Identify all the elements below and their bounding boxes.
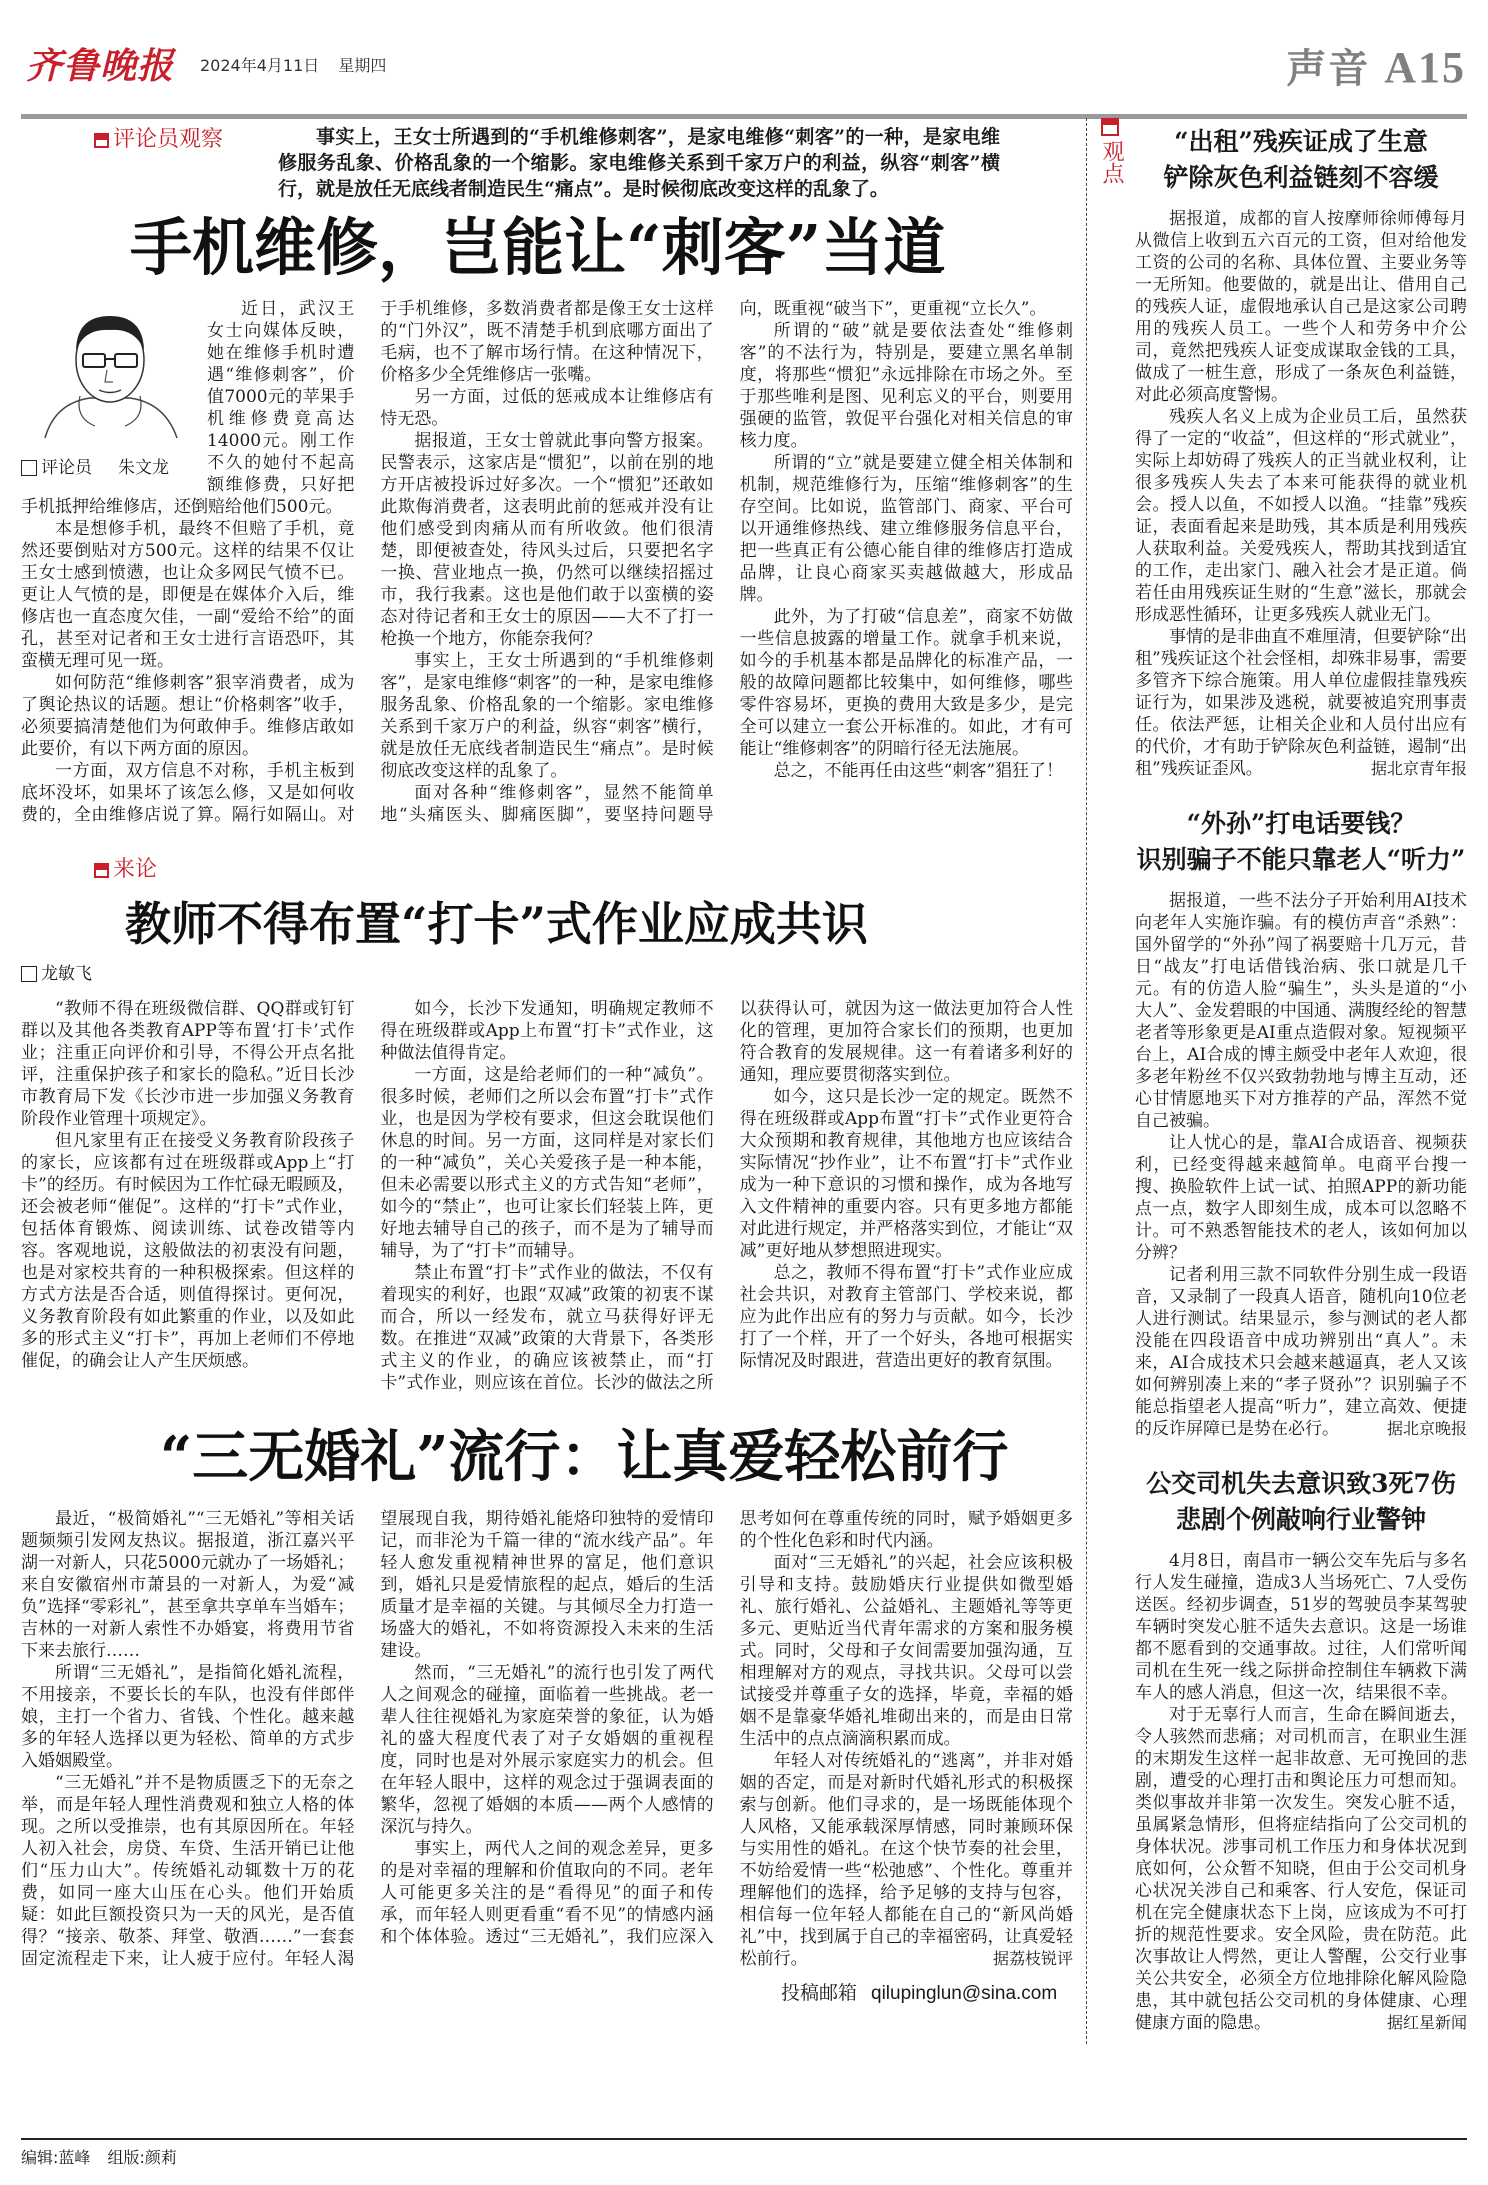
paragraph (380, 998, 713, 1064)
headline-line: 公交司机失去意识致3死7伤 (1146, 1469, 1456, 1498)
author-name: 朱文龙 (118, 458, 169, 478)
headline-line: “外孙”打电话要钱？ (1186, 809, 1416, 838)
paragraph (740, 1086, 1073, 1262)
sidebar-article-body (1135, 890, 1467, 1440)
page-number: A15 (1384, 43, 1466, 92)
article-top-row (21, 124, 1073, 202)
headline-line: 悲剧个例敲响行业警钟 (1175, 1505, 1426, 1534)
paragraph-text: 事实上，两代人之间的观念差异，更多的是对幸福的理解和价值取向的不同。老年人可能更多关注的是“看得见”的面子和传承，而年轻人则更看重“看不见”的情感内涵和个体体验。透过“三无婚礼”，我们应深入思考如何在尊重传统的同时，赋予婚姻更多的个性化色彩和时代内涵。 (380, 1509, 1073, 1947)
paragraph (1135, 1264, 1467, 1440)
paragraph (1135, 890, 1467, 1132)
date-text: 2024年4月11日 (200, 56, 320, 75)
paragraph (1135, 626, 1467, 780)
paragraph-text: 所谓的“立”就是要建立健全相关体制和机制，规范维修行为，压缩“维修刺客”的生存空间。比如说，监管部门、商家、平台可以开通维修热线、建立维修服务信息平台，把一些真正有公德心能自律的维修店打造成品牌，让良心商家买卖越做越大，形成品牌。 (739, 453, 1073, 605)
paragraph-text: 最近，“极简婚礼”“三无婚礼”等相关话题频频引发网友热议。据报道，浙江嘉兴平湖一对新人，只花5000元就办了一场婚礼；来自安徽宿州市萧县的一对新人，为爱“减负”选择“零彩礼”，甚至拿共享单车当婚车；吉林的一对新人索性不办婚宴，将费用节省下来去旅行…… (21, 1509, 355, 1661)
paragraph-text: 所谓“三无婚礼”，是指简化婚礼流程，不用接亲，不要长长的车队，也没有伴郎伴娘，主打一个省力、省钱、个性化。越来越多的年轻人选择以更为轻松、简单的方式步入婚姻殿堂。 (21, 1663, 355, 1771)
headline-line: 识别骗子不能只靠老人“听力” (1136, 845, 1466, 874)
main-articles (21, 124, 1073, 2007)
author-byline (21, 458, 169, 478)
tag-label: 观点 (1099, 140, 1124, 184)
headline-line: 铲除灰色利益链刻不容缓 (1163, 163, 1439, 192)
paragraph-text: 近日，武汉王女士向媒体反映，她在维修手机时遭遇“维修刺客”，价值7000元的苹果手机维修费竟高达14000元。刚工作不久的她付不起高额维修费，只好把手机抵押给维修店，还倒赔给他们500元。 (21, 299, 355, 517)
column-tag-commentator (21, 126, 224, 154)
author-byline (21, 964, 1073, 984)
tag-box-icon (94, 863, 109, 878)
paragraph (740, 1750, 1073, 1970)
article-source: 据北京晚报 (1386, 1419, 1467, 1438)
paragraph (1135, 1132, 1467, 1264)
paragraph (21, 1130, 354, 1372)
paragraph (21, 518, 354, 672)
paragraph (380, 1662, 713, 1838)
paragraph-text: 如今，长沙下发通知，明确规定教师不得在班级群或App上布置“打卡”式作业，这种做法值得肯定。 (380, 999, 714, 1063)
article-headline: “三无婚礼”流行：让真爱轻松前行 (160, 1424, 1009, 1490)
editor-credit: 编辑:蓝峰 (21, 2148, 91, 2167)
column-tag-guest (94, 856, 1073, 884)
paragraph (380, 430, 713, 650)
sidebar-article-body (1135, 208, 1467, 780)
paragraph-text: “三无婚礼”并不是物质匮乏下的无奈之举，而是年轻人理性消费观和独立人格的体现。之所以受推崇，也有其原因所在。年轻人初入社会，房贷、车贷、生活开销已让他们“压力山大”。传统婚礼动辄数十万的花费，如同一座大山压在心头。他们开始质疑：如此巨额投资只为一天的风光，是否值得？“接亲、敬茶、拜堂、敬酒……”一套套固定流程走下来，让人疲于应付。年轻人渴望展现自我，期待婚礼能烙印独特的爱情印记，而非沦为千篇一律的“流水线产品”。年轻人愈发重视精神世界的富足，他们意识到，婚礼只是爱情旅程的起点，婚后的生活质量才是幸福的关键。与其倾尽全力打造一场盛大的婚礼，不如将资源投入未来的生活建设。 (21, 1509, 714, 1969)
sidebar-article-body (1135, 1550, 1467, 2034)
section-header (1286, 40, 1466, 97)
headline-line: “出租”残疾证成了生意 (1174, 127, 1428, 156)
paragraph-text: 如何防范“维修刺客”狠宰消费者，成为了舆论热议的话题。想让“价格刺客”收手，必须要搞清楚他们为何敢伸手。维修店敢如此要价，有以下两方面的原因。 (21, 673, 355, 759)
paragraph (740, 452, 1073, 606)
submission-label: 投稿邮箱 (781, 1982, 858, 2004)
paragraph (380, 386, 713, 430)
paragraph (740, 606, 1073, 760)
email-address[interactable]: qilupinglun@sina.com (871, 1983, 1058, 2004)
layout-credit: 组版:颜莉 (107, 2148, 177, 2167)
newspaper-logo: 齐鲁晚报 (26, 45, 175, 87)
page-credits (21, 2148, 189, 2168)
paragraph-text: 据报道，王女士曾就此事向警方报案。民警表示，这家店是“惯犯”，以前在别的地方开店被投诉过好多次。一个“惯犯”还敢如此欺侮消费者，这表明此前的惩戒并没有让他们感受到肉痛从而有所收敛。他们很清楚，即便被查处，待风头过后，只要把名字一换、营业地点一换，仍然可以继续招摇过市，我行我素。这也是他们敢于以蛮横的姿态对待记者和王女士的原因——大不了打一枪换一个地方，你能奈我何？ (380, 431, 714, 649)
paragraph-text: 残疾人名义上成为企业员工后，虽然获得了一定的“收益”，但这样的“形式就业”，实际上却妨碍了残疾人的正当就业权利，让很多残疾人失去了本来可能获得的就业机会。授人以鱼，不如授人以渔。“挂靠”残疾证，表面看起来是助残，其本质是利用残疾人获取利益。关爱残疾人，帮助其找到适宜的工作，走出家门、融入社会才是正道。倘若任由用残疾证生财的“生意”滋长，那就会形成恶性循环，让更多残疾人就业无门。 (1135, 407, 1467, 625)
paragraph-text: 一方面，双方信息不对称，手机主板到底坏没坏，如果坏了该怎么修，又是如何收费的，全由维修店说了算。隔行如隔山。对于手机维修，多数消费者都是像王女士这样的“门外汉”，既不清楚手机到底哪方面出了毛病，也不了解市场行情。在这种情况下，价格多少全凭维修店一张嘴。 (21, 299, 714, 825)
paragraph-text: 事情的是非曲直不难厘清，但要铲除“出租”残疾证这个社会怪相，却殊非易事，需要多管齐下综合施策。用人单位虚假挂靠残疾证行为，如果涉及逃税，就要被追究刑事责任。依法严惩，让相关企业和人员付出应有的代价，才有助于铲除灰色利益链，遏制“出租”残疾证歪风。 (1135, 627, 1467, 779)
article-headline: 手机维修，岂能让“刺客”当道 (130, 211, 946, 284)
article-headline: 教师不得布置“打卡”式作业应成共识 (125, 897, 868, 951)
paragraph-text: 但凡家里有正在接受义务教育阶段孩子的家长，应该都有过在班级群或App上“打卡”的经历。有时候因为工作忙碌无暇顾及，还会被老师“催促”。这样的“打卡”式作业，包括体育锻炼、阅读训练、试卷改错等内容。客观地说，这般做法的初衷没有问题，也是对家校共育的一种积极探索。但这样的方式方法是否合适，则值得探讨。更何况，义务教育阶段有如此繁重的作业，以及如此多的形式主义“打卡”，再加上老师们不停地催促，的确会让人产生厌烦感。 (21, 1131, 355, 1371)
article-source: 据红星新闻 (1386, 2013, 1467, 2032)
byline-box-icon (21, 966, 37, 982)
paragraph-text: 如今，这只是长沙一定的规定。既然不得在班级群或App布置“打卡”式作业更符合大众预期和教育规律，其他地方也应该结合实际情况“抄作业”，让不布置“打卡”式作业成为一种下意识的习惯和操作，成为各地写入文件精神的重要内容。只有更多地方都能对此进行规定，并严格落实到位，才能让“双减”更好地从梦想照进现实。 (739, 1087, 1073, 1261)
paragraph (21, 998, 354, 1130)
article-body (21, 298, 1073, 826)
paragraph (740, 1552, 1073, 1750)
weekday-text: 星期四 (338, 56, 387, 75)
paragraph-text: 让人忧心的是，靠AI合成语音、视频获利，已经变得越来越简单。电商平台搜一搜、换脸软件上试一试、拍照APP的新功能点一点，数字人即刻生成，成本可以忽略不计。可不熟悉智能技术的老人，该如何加以分辨？ (1135, 1133, 1467, 1263)
paragraph (21, 1662, 354, 1772)
paragraph (740, 1262, 1073, 1372)
paragraph-text: 然而，“三无婚礼”的流行也引发了两代人之间观念的碰撞，面临着一些挑战。老一辈人往往视婚礼为家庭荣誉的象征，认为婚礼的盛大程度代表了对子女婚姻的重视程度，同时也是对外展示家庭实力的机会。但在年轻人眼中，这样的观念过于强调表面的繁华，忽视了婚姻的本质——两个人感情的深沉与持久。 (380, 1663, 714, 1837)
tag-box-icon (1101, 118, 1119, 136)
section-name: 声音 (1286, 45, 1371, 92)
paragraph-text: 年轻人对传统婚礼的“逃离”，并非对婚姻的否定，而是对新时代婚礼形式的积极探索与创新。他们寻求的，是一场既能体现个人风格，又能承载深厚情感，同时兼顾环保与实用性的婚礼。在这个快节奏的社会里，不妨给爱情一些“松弛感”、个性化。尊重并理解他们的选择，给予足够的支持与包容，相信每一位年轻人都能在自己的“新风尚婚礼”中，找到属于自己的幸福密码，让真爱轻松前行。 (739, 1751, 1073, 1969)
paragraph-text: “教师不得在班级微信群、QQ群或钉钉群以及其他各类教育APP等布置‘打卡’式作业；注重正向评价和引导，不得公开点名批评，注重保护孩子和家长的隐私。”近日长沙市教育局下发《长沙市进一步加强义务教育阶段作业管理十项规定》。 (21, 999, 355, 1129)
paragraph (21, 672, 354, 760)
article-source: 据荔枝锐评 (992, 1949, 1073, 1968)
paragraph (740, 760, 1073, 782)
sidebar-tag (1099, 118, 1124, 184)
byline-box-icon (21, 460, 37, 476)
paragraph-text: 面对各种“维修刺客”，显然不能简单地“头痛医头、脚痛医脚”，要坚持问题导向，既重视“破当下”，更重视“立长久”。 (380, 299, 1047, 825)
sidebar-headline (1135, 1466, 1467, 1538)
paragraph-text: 另一方面，过低的惩戒成本让维修店有恃无恐。 (380, 387, 714, 429)
article-source: 据北京青年报 (1370, 759, 1467, 778)
paragraph-text: 本是想修手机，最终不但赔了手机，竟然还要倒贴对方500元。这样的结果不仅让王女士感到愤懑，也让众多网民气愤不已。更让人气愤的是，即便是在媒体介入后，维修店也一直态度欠佳，一副“爱给不给”的面孔，甚至对记者和王女士进行言语恐吓，其蛮横无理可见一斑。 (21, 519, 355, 671)
paragraph (740, 320, 1073, 452)
author-role: 评论员 (41, 458, 92, 478)
paragraph-text: 此外，为了打破“信息差”，商家不妨做一些信息披露的增量工作。就拿手机来说，如今的手机基本都是品牌化的标准产品，一般的故障问题都比较集中，如何维修，哪些零件容易坏，更换的费用大致是多少，是完全可以建立一套公开标准的。如此，才有可能让“维修刺客”的阴暗行径无法施展。 (739, 607, 1073, 759)
sidebar-headline (1135, 806, 1467, 878)
paragraph-text: 据报道，一些不法分子开始利用AI技术向老年人实施诈骗。有的模仿声音“杀熟”：国外留学的“外孙”闯了祸要赔十几万元，昔日“战友”打电话借钱治病、张口就是几千元。有的仿造人脸“骗生”，头头是道的“小大人”、金发碧眼的中国通、满腹经纶的智慧老者等形象更是AI重点造假对象。短视频平台上，AI合成的博主颇受中老年人欢迎，很多老年粉丝不仅兴致勃勃地与博主互动，还心甘情愿地买下对方推荐的产品，浑然不觉自己被骗。 (1135, 891, 1467, 1131)
sidebar-headline (1135, 124, 1467, 196)
paragraph (21, 1508, 354, 1662)
article-body (21, 998, 1073, 1394)
paragraph-text: 面对“三无婚礼”的兴起，社会应该积极引导和支持。鼓励婚庆行业提供如微型婚礼、旅行婚礼、公益婚礼、主题婚礼等等更多元、更贴近当代青年需求的方案和服务模式。同时，父母和子女间需要加强沟通，互相理解对方的观点，寻找共识。父母可以尝试接受并尊重子女的选择，毕竟，幸福的婚姻不是靠豪华婚礼堆砌出来的，而是由日常生活中的点点滴滴积累而成。 (739, 1553, 1073, 1749)
author-name: 龙敏飞 (41, 964, 92, 984)
author-sketch-icon (35, 298, 185, 448)
article-body (21, 1508, 1073, 1970)
paragraph-text: 一方面，这是给老师们的一种“减负”。很多时候，老师们之所以会布置“打卡”式作业，也是因为学校有要求，但这会耽误他们休息的时间。另一方面，这同样是对家长们的一种“减负”，关心关爱孩子是一种本能，但未必需要以形式主义的方式告知“老师”，如今的“禁止”，也可让家长们轻装上阵，更好地去辅导自己的孩子，而不是为了辅导而辅导，为了“打卡”而辅导。 (380, 1065, 714, 1261)
paragraph (380, 1064, 713, 1262)
paragraph-text: 总之，教师不得布置“打卡”式作业应成社会共识，对教育主管部门、学校来说，都应为此作出应有的努力与贡献。如今，长沙打了一个样，开了一个好头，各地可根据实际情况及时跟进，营造出更好的教育氛围。 (739, 1263, 1073, 1371)
tag-box-icon (94, 133, 109, 148)
footer-divider (21, 2138, 1467, 2140)
paragraph-text: 事实上，王女士所遇到的“手机维修刺客”，是家电维修“刺客”的一种，是家电维修服务乱象、价格乱象的一个缩影。家电维修关系到千家万户的利益，纵容“刺客”横行，就是放任无底线者制造民生“痛点”。是时候彻底改变这样的乱象了。 (380, 651, 714, 781)
author-portrait (21, 298, 199, 484)
paragraph-text: 总之，不能再任由这些“刺客”猖狂了！ (773, 761, 1064, 781)
sidebar (1086, 118, 1467, 2044)
paragraph-text: 4月8日，南昌市一辆公交车先后与多名行人发生碰撞，造成3人当场死亡、7人受伤送医。经初步调查，51岁的驾驶员李某驾驶车辆时突发心脏不适失去意识。这是一场谁都不愿看到的交通事故。过往，人们常听闻司机在生死一线之际拼命控制住车辆救下满车人的感人消息，但这一次，结果很不幸。 (1135, 1551, 1467, 1703)
paragraph (1135, 406, 1467, 626)
submission-email (781, 1980, 1073, 2007)
paragraph (1135, 1704, 1467, 2034)
paragraph (1135, 1550, 1467, 1704)
tag-label: 评论员观察 (113, 127, 224, 152)
tag-label: 来论 (113, 857, 158, 882)
paragraph-text: 据报道，成都的盲人按摩师徐师傅每月从微信上收到五六百元的工资，但对给他发工资的公司的名称、具体位置、主要业务等一无所知。他要做的，就是出让、借用自己的残疾人证，虚假地承认自己是这家公司聘用的残疾人员工。一些个人和劳务中介公司，竟然把残疾人证变成谋取金钱的工具，做成了一桩生意，形成了一条灰色利益链，对此必须高度警惕。 (1135, 209, 1467, 405)
paragraph-text: 记者利用三款不同软件分别生成一段语音，又录制了一段真人语音，随机向10位老人进行测试。结果显示，参与测试的老人都没能在四段语音中成功辨别出“真人”。未来，AI合成技术只会越来越逼真，老人又该如何辨别凑上来的“孝子贤孙”？识别骗子不能总指望老人提高“听力”，建立高效、便捷的反诈屏障已是势在必行。 (1135, 1265, 1467, 1439)
paragraph (1135, 208, 1467, 406)
article-lead: 事实上，王女士所遇到的“手机维修刺客”，是家电维修“刺客”的一种，是家电维修服务乱象、价格乱象的一个缩影。家电维修关系到千家万户的利益，纵容“刺客”横行，就是放任无底线者制造民生“痛点”。是时候彻底改变这样的乱象了。 (278, 126, 1000, 200)
paragraph (380, 650, 713, 782)
paragraph-text: 所谓的“破”就是要依法查处“维修刺客”的不法行为，特别是，要建立黑名单制度，将那些“惯犯”永远排除在市场之外。至于那些唯利是图、见利忘义的平台，则要用强硬的监管，敦促平台强化对相关信息的审核力度。 (739, 321, 1073, 451)
paragraph-text: 禁止布置“打卡”式作业的做法，不仅有着现实的利好，也跟“双减”政策的初衷不谋而合，所以一经发布，就立马获得好评无数。在推进“双减”政策的大背景下，各类形式主义的作业，的确应该被禁止，而“打卡”式作业，则应该在首位。长沙的做法之所以获得认可，就因为这一做法更加符合人性化的管理，更加符合家长们的预期，也更加符合教育的发展规律。这一有着诸多利好的通知，理应要贯彻落实到位。 (380, 999, 1073, 1393)
paragraph-text: 对于无辜行人而言，生命在瞬间逝去，令人骇然而悲痛；对司机而言，在职业生涯的末期发生这样一起非故意、无可挽回的悲剧，遭受的心理打击和舆论压力可想而知。类似事故并非第一次发生。突发心脏不适，虽属紧急情形，但将症结指向了公交司机的身体状况。涉事司机工作压力和身体状况到底如何，公众暂不知晓，但由于公交司机身心状况关涉自己和乘客、行人安危，保证司机在完全健康状态下上岗，应该成为不可打折的规范性要求。安全风险，贵在防范。此次事故让人愕然，更让人警醒，公交行业事关公共安全，必须全方位地排除化解风险隐患，其中就包括公交司机的身体健康、心理健康方面的隐患。 (1135, 1705, 1467, 2033)
issue-date (200, 56, 400, 76)
